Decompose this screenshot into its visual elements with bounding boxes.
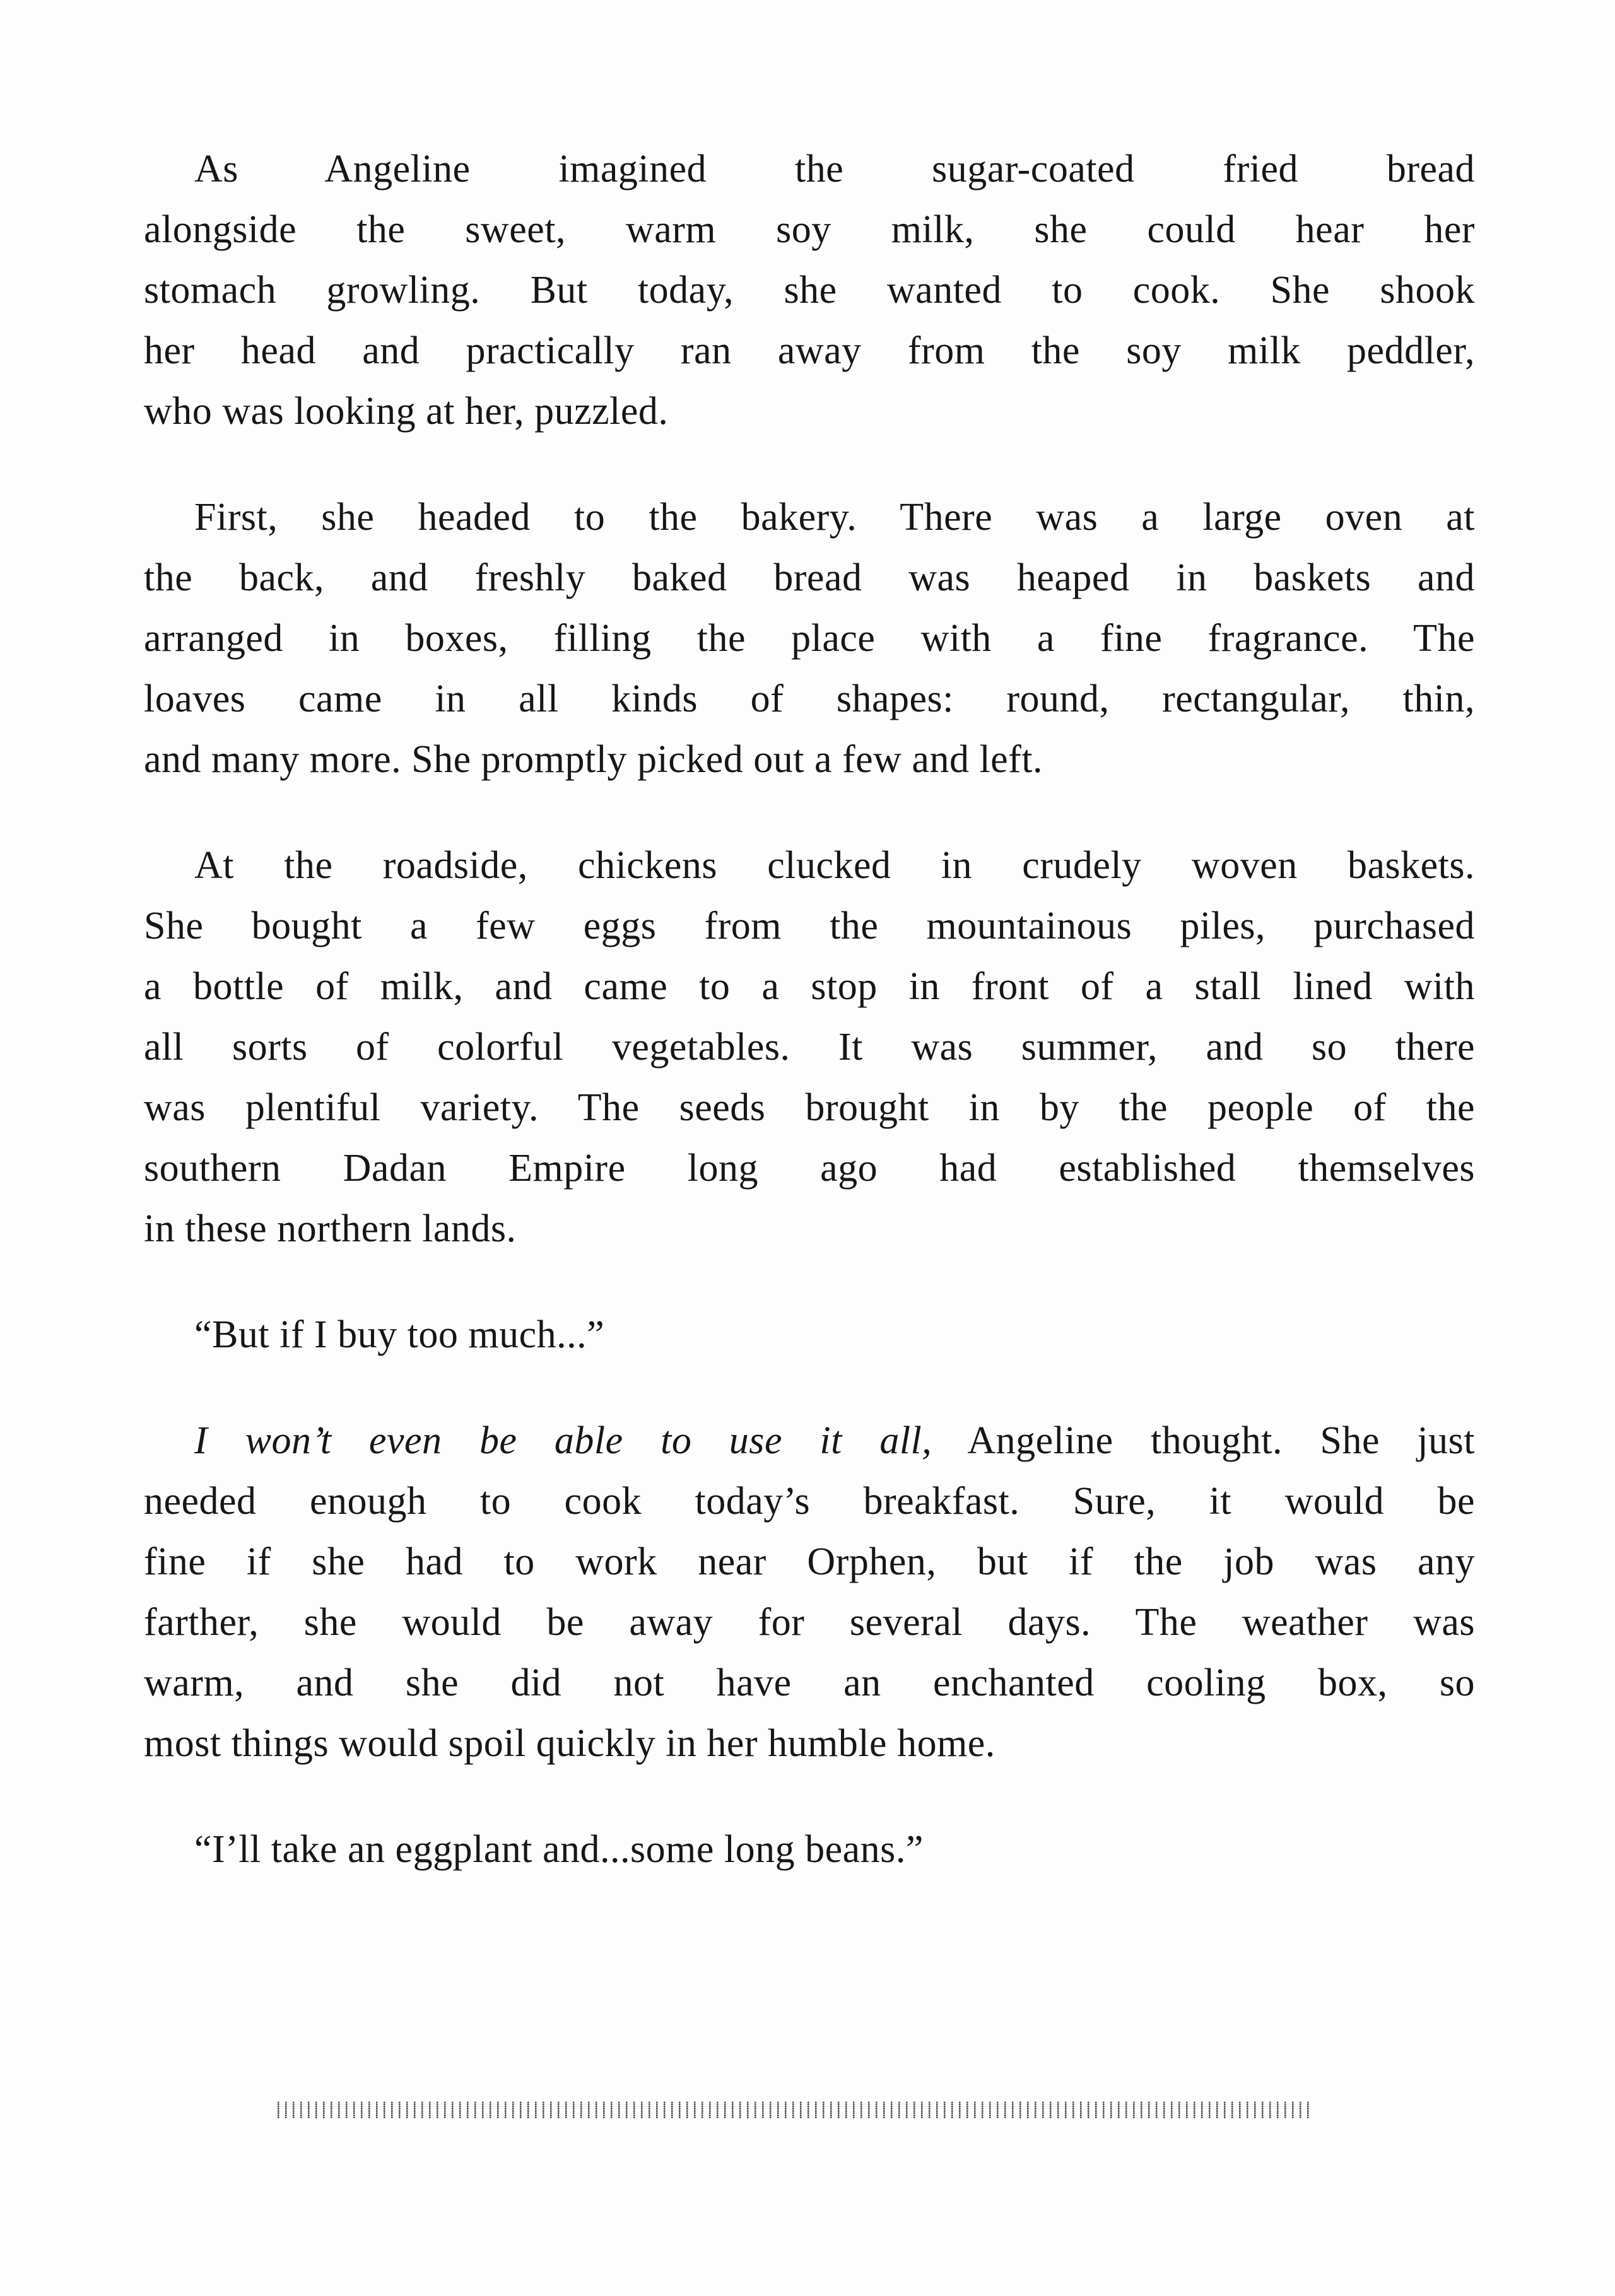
text-segment: loaves came in all kinds of shapes: round, rectangular, thin,: [144, 677, 1475, 720]
story-text: [144, 139, 1475, 1925]
text-line: [144, 1198, 1475, 1259]
paragraph: [144, 487, 1475, 790]
text-line: [144, 139, 1475, 199]
text-line: [144, 608, 1475, 669]
text-line: [144, 199, 1475, 260]
text-line: [144, 1304, 1475, 1365]
text-line: [144, 1532, 1475, 1592]
text-line: [144, 1410, 1475, 1471]
text-segment: all sorts of colorful vegetables. It was summer, and so there: [144, 1026, 1475, 1069]
section-divider: [278, 2102, 1312, 2118]
italic-text-segment: I won’t even be able to use it all,: [194, 1419, 932, 1462]
text-line: [144, 835, 1475, 896]
text-line: [144, 956, 1475, 1017]
text-segment: At the roadside, chickens clucked in crudely woven baskets.: [194, 844, 1475, 887]
text-segment: stomach growling. But today, she wanted to cook. She shook: [144, 269, 1475, 312]
text-segment: who was looking at her, puzzled.: [144, 390, 669, 433]
text-line: [144, 1471, 1475, 1532]
text-line: [144, 896, 1475, 956]
text-segment: farther, she would be away for several days. The weather was: [144, 1601, 1475, 1644]
text-segment: “But if I buy too much...”: [194, 1313, 605, 1356]
text-segment: the back, and freshly baked bread was heaped in baskets and: [144, 556, 1475, 599]
text-line: [144, 1819, 1475, 1880]
text-segment: was plentiful variety. The seeds brought in by the people of the: [144, 1086, 1475, 1129]
text-line: [144, 669, 1475, 729]
text-line: [144, 320, 1475, 381]
text-segment: in these northern lands.: [144, 1207, 517, 1250]
text-line: [144, 1138, 1475, 1198]
text-segment: First, she headed to the bakery. There was a large oven at: [194, 496, 1475, 539]
paragraph: [144, 835, 1475, 1259]
text-line: [144, 548, 1475, 608]
text-line: [144, 1653, 1475, 1713]
paragraph: [144, 1819, 1475, 1880]
text-line: [144, 487, 1475, 548]
text-segment: arranged in boxes, filling the place with a fine fragrance. The: [144, 617, 1475, 660]
text-segment: As Angeline imagined the sugar-coated fried bread: [194, 148, 1475, 190]
text-segment: her head and practically ran away from the soy milk peddler,: [144, 329, 1475, 372]
text-segment: needed enough to cook today’s breakfast. Sure, it would be: [144, 1480, 1475, 1523]
text-line: [144, 260, 1475, 320]
text-segment: alongside the sweet, warm soy milk, she could hear her: [144, 208, 1475, 251]
paragraph: [144, 1304, 1475, 1365]
text-segment: southern Dadan Empire long ago had established themselves: [144, 1147, 1475, 1190]
text-line: [144, 381, 1475, 442]
text-line: [144, 1713, 1475, 1774]
text-line: [144, 1592, 1475, 1653]
text-segment: most things would spoil quickly in her humble home.: [144, 1722, 995, 1765]
paragraph: [144, 1410, 1475, 1774]
text-segment: She bought a few eggs from the mountainous piles, purchased: [144, 905, 1475, 947]
text-line: [144, 1077, 1475, 1138]
text-line: [144, 1017, 1475, 1077]
text-segment: “I’ll take an eggplant and...some long beans.”: [194, 1828, 924, 1871]
text-segment: warm, and she did not have an enchanted cooling box, so: [144, 1661, 1475, 1704]
paragraph: [144, 139, 1475, 442]
text-segment: fine if she had to work near Orphen, but if the job was any: [144, 1540, 1475, 1583]
text-segment: and many more. She promptly picked out a few and left.: [144, 738, 1043, 781]
text-line: [144, 729, 1475, 790]
text-segment: Angeline thought. She just: [932, 1419, 1475, 1462]
text-segment: a bottle of milk, and came to a stop in front of a stall lined with: [144, 965, 1475, 1008]
